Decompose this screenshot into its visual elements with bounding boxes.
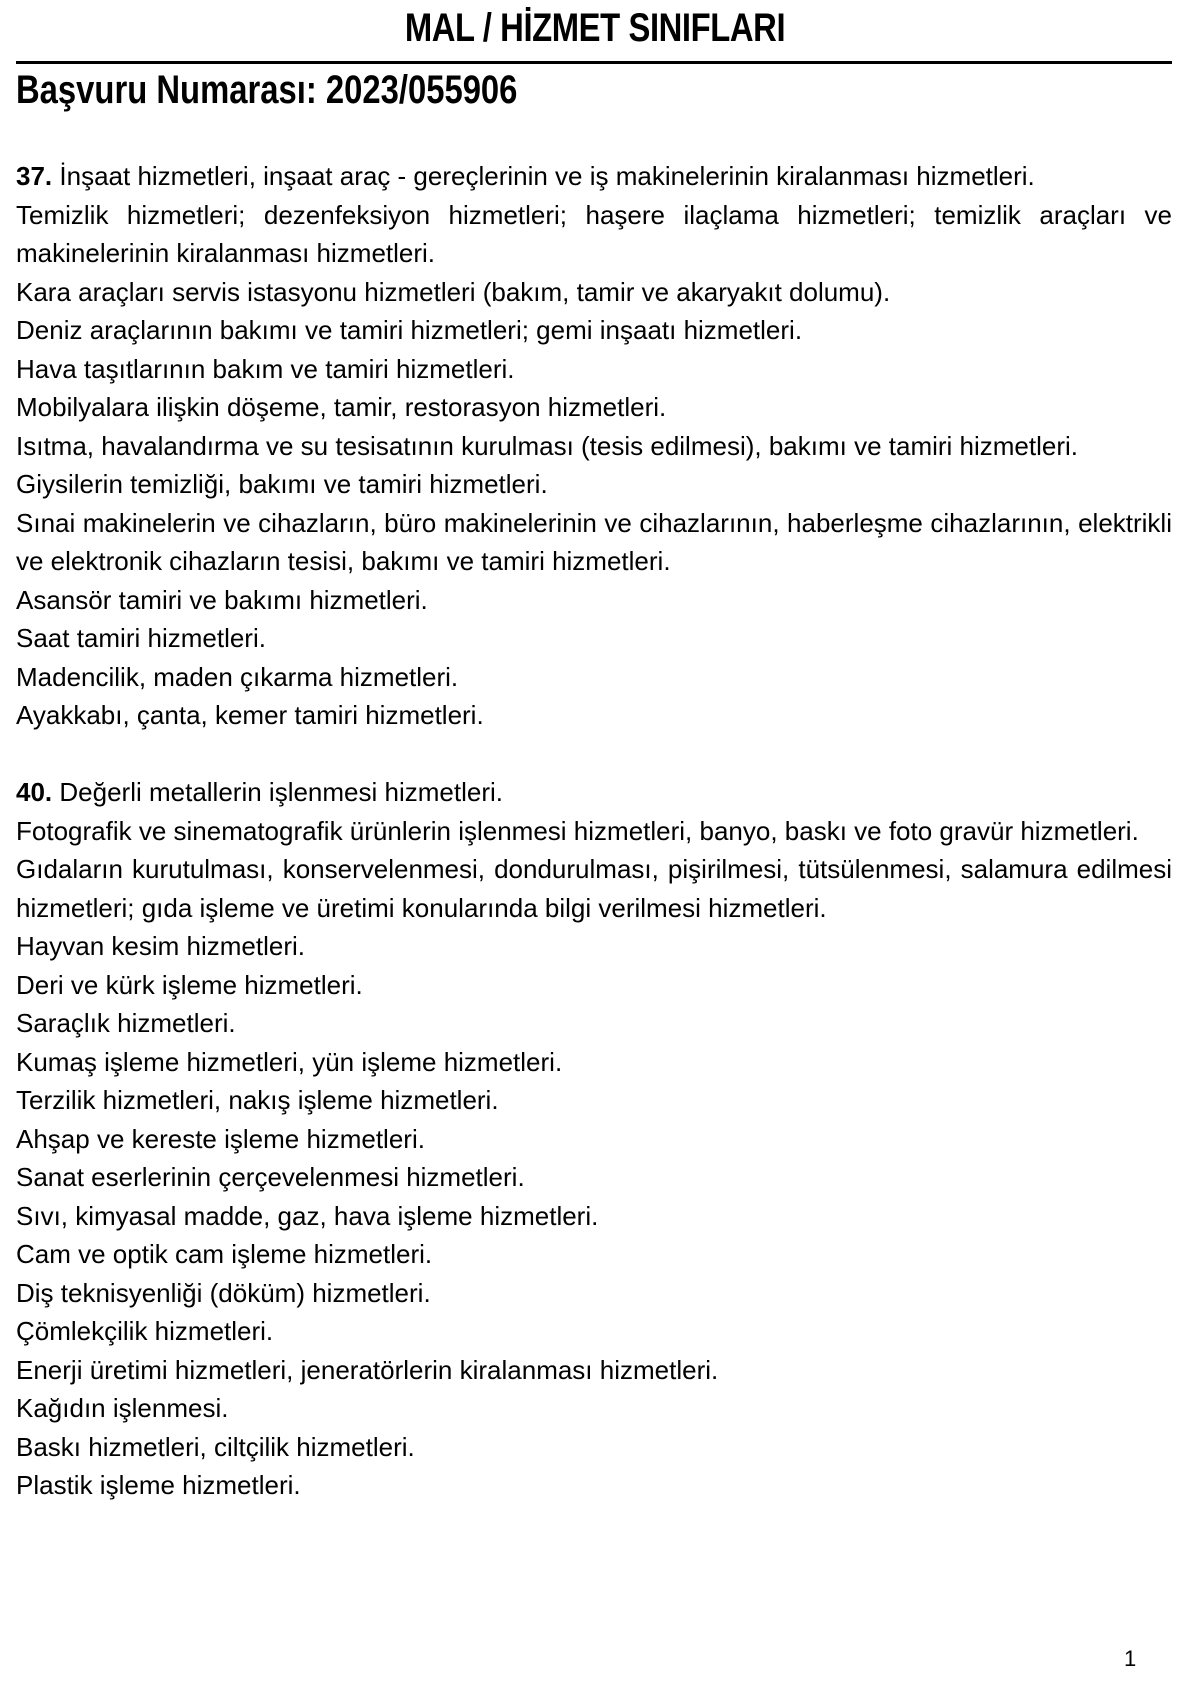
- class-item: Kara araçları servis istasyonu hizmetleri (bakım, tamir ve akaryakıt dolumu).: [16, 276, 891, 307]
- class-item: Temizlik hizmetleri; dezenfeksiyon hizmetleri; haşere ilaçlama hizmetleri; temizlik araçları ve makinelerinin kiralanması hizmetleri.: [16, 199, 1172, 268]
- class-item: Fotografik ve sinematografik ürünlerin işlenmesi hizmetleri, banyo, baskı ve foto gravür hizmetleri.: [16, 815, 1139, 846]
- class-item: Mobilyalara ilişkin döşeme, tamir, restorasyon hizmetleri.: [16, 392, 667, 422]
- class-item-text: İnşaat hizmetleri, inşaat araç - gereçlerinin ve iş makinelerinin kiralanması hizmetleri.: [59, 161, 1035, 191]
- class-item: [16, 773, 1172, 812]
- class-item: Deniz araçlarının bakımı ve tamiri hizmetleri; gemi inşaatı hizmetleri.: [16, 315, 803, 345]
- class-number: 40.: [16, 777, 53, 807]
- page-number: 1: [1124, 1646, 1137, 1671]
- class-list: [16, 157, 1172, 1505]
- class-section-40: [16, 773, 1172, 1505]
- class-item: Giysilerin temizliği, bakımı ve tamiri hizmetleri.: [16, 469, 548, 499]
- class-item: Sınai makinelerin ve cihazların, büro makinelerinin ve cihazlarının, haberleşme cihazlarının, elektrikli ve elektronik cihazların tesisi, bakımı ve tamiri hizmetleri.: [16, 507, 1172, 576]
- class-item: Isıtma, havalandırma ve su tesisatının kurulması (tesis edilmesi), bakımı ve tamiri hizmetleri.: [16, 430, 1079, 461]
- class-number: 37.: [16, 161, 53, 191]
- class-item: Madencilik, maden çıkarma hizmetleri.: [16, 661, 459, 692]
- class-item: Terzilik hizmetleri, nakış işleme hizmetleri.: [16, 1085, 499, 1115]
- class-section-37: [16, 157, 1172, 735]
- class-item: Plastik işleme hizmetleri.: [16, 1470, 301, 1500]
- header-divider: [16, 61, 1172, 64]
- class-item: Ayakkabı, çanta, kemer tamiri hizmetleri.: [16, 700, 484, 730]
- class-item: Sıvı, kimyasal madde, gaz, hava işleme hizmetleri.: [16, 1200, 599, 1231]
- class-item: Sanat eserlerinin çerçevelenmesi hizmetleri.: [16, 1162, 525, 1192]
- class-item-text: Değerli metallerin işlenmesi hizmetleri.: [59, 777, 503, 807]
- class-item: Çömlekçilik hizmetleri.: [16, 1316, 274, 1346]
- application-number: Başvuru Numarası: 2023/055906: [16, 68, 518, 112]
- class-item: Ahşap ve kereste işleme hizmetleri.: [16, 1123, 425, 1154]
- class-item: Saat tamiri hizmetleri.: [16, 623, 266, 653]
- class-item: Gıdaların kurutulması, konservelenmesi, dondurulması, pişirilmesi, tütsülenmesi, salamura edilmesi hizmetleri; gıda işleme ve üretimi konularında bilgi verilmesi hizmetleri.: [16, 854, 1172, 923]
- class-item: Hava taşıtlarının bakım ve tamiri hizmetleri.: [16, 353, 515, 384]
- class-item: Kumaş işleme hizmetleri, yün işleme hizmetleri.: [16, 1046, 563, 1077]
- class-item: [16, 157, 1172, 196]
- class-item: Asansör tamiri ve bakımı hizmetleri.: [16, 584, 428, 615]
- class-item: Enerji üretimi hizmetleri, jeneratörlerin kiralanması hizmetleri.: [16, 1354, 719, 1385]
- class-item: Baskı hizmetleri, ciltçilik hizmetleri.: [16, 1431, 415, 1462]
- class-item: Diş teknisyenliği (döküm) hizmetleri.: [16, 1277, 431, 1308]
- class-item: Cam ve optik cam işleme hizmetleri.: [16, 1239, 433, 1269]
- class-item: Hayvan kesim hizmetleri.: [16, 931, 305, 961]
- class-item: Saraçlık hizmetleri.: [16, 1008, 236, 1038]
- page-title: MAL / HİZMET SINIFLARI: [404, 6, 786, 50]
- class-item: Deri ve kürk işleme hizmetleri.: [16, 969, 363, 1000]
- class-item: Kağıdın işlenmesi.: [16, 1393, 229, 1423]
